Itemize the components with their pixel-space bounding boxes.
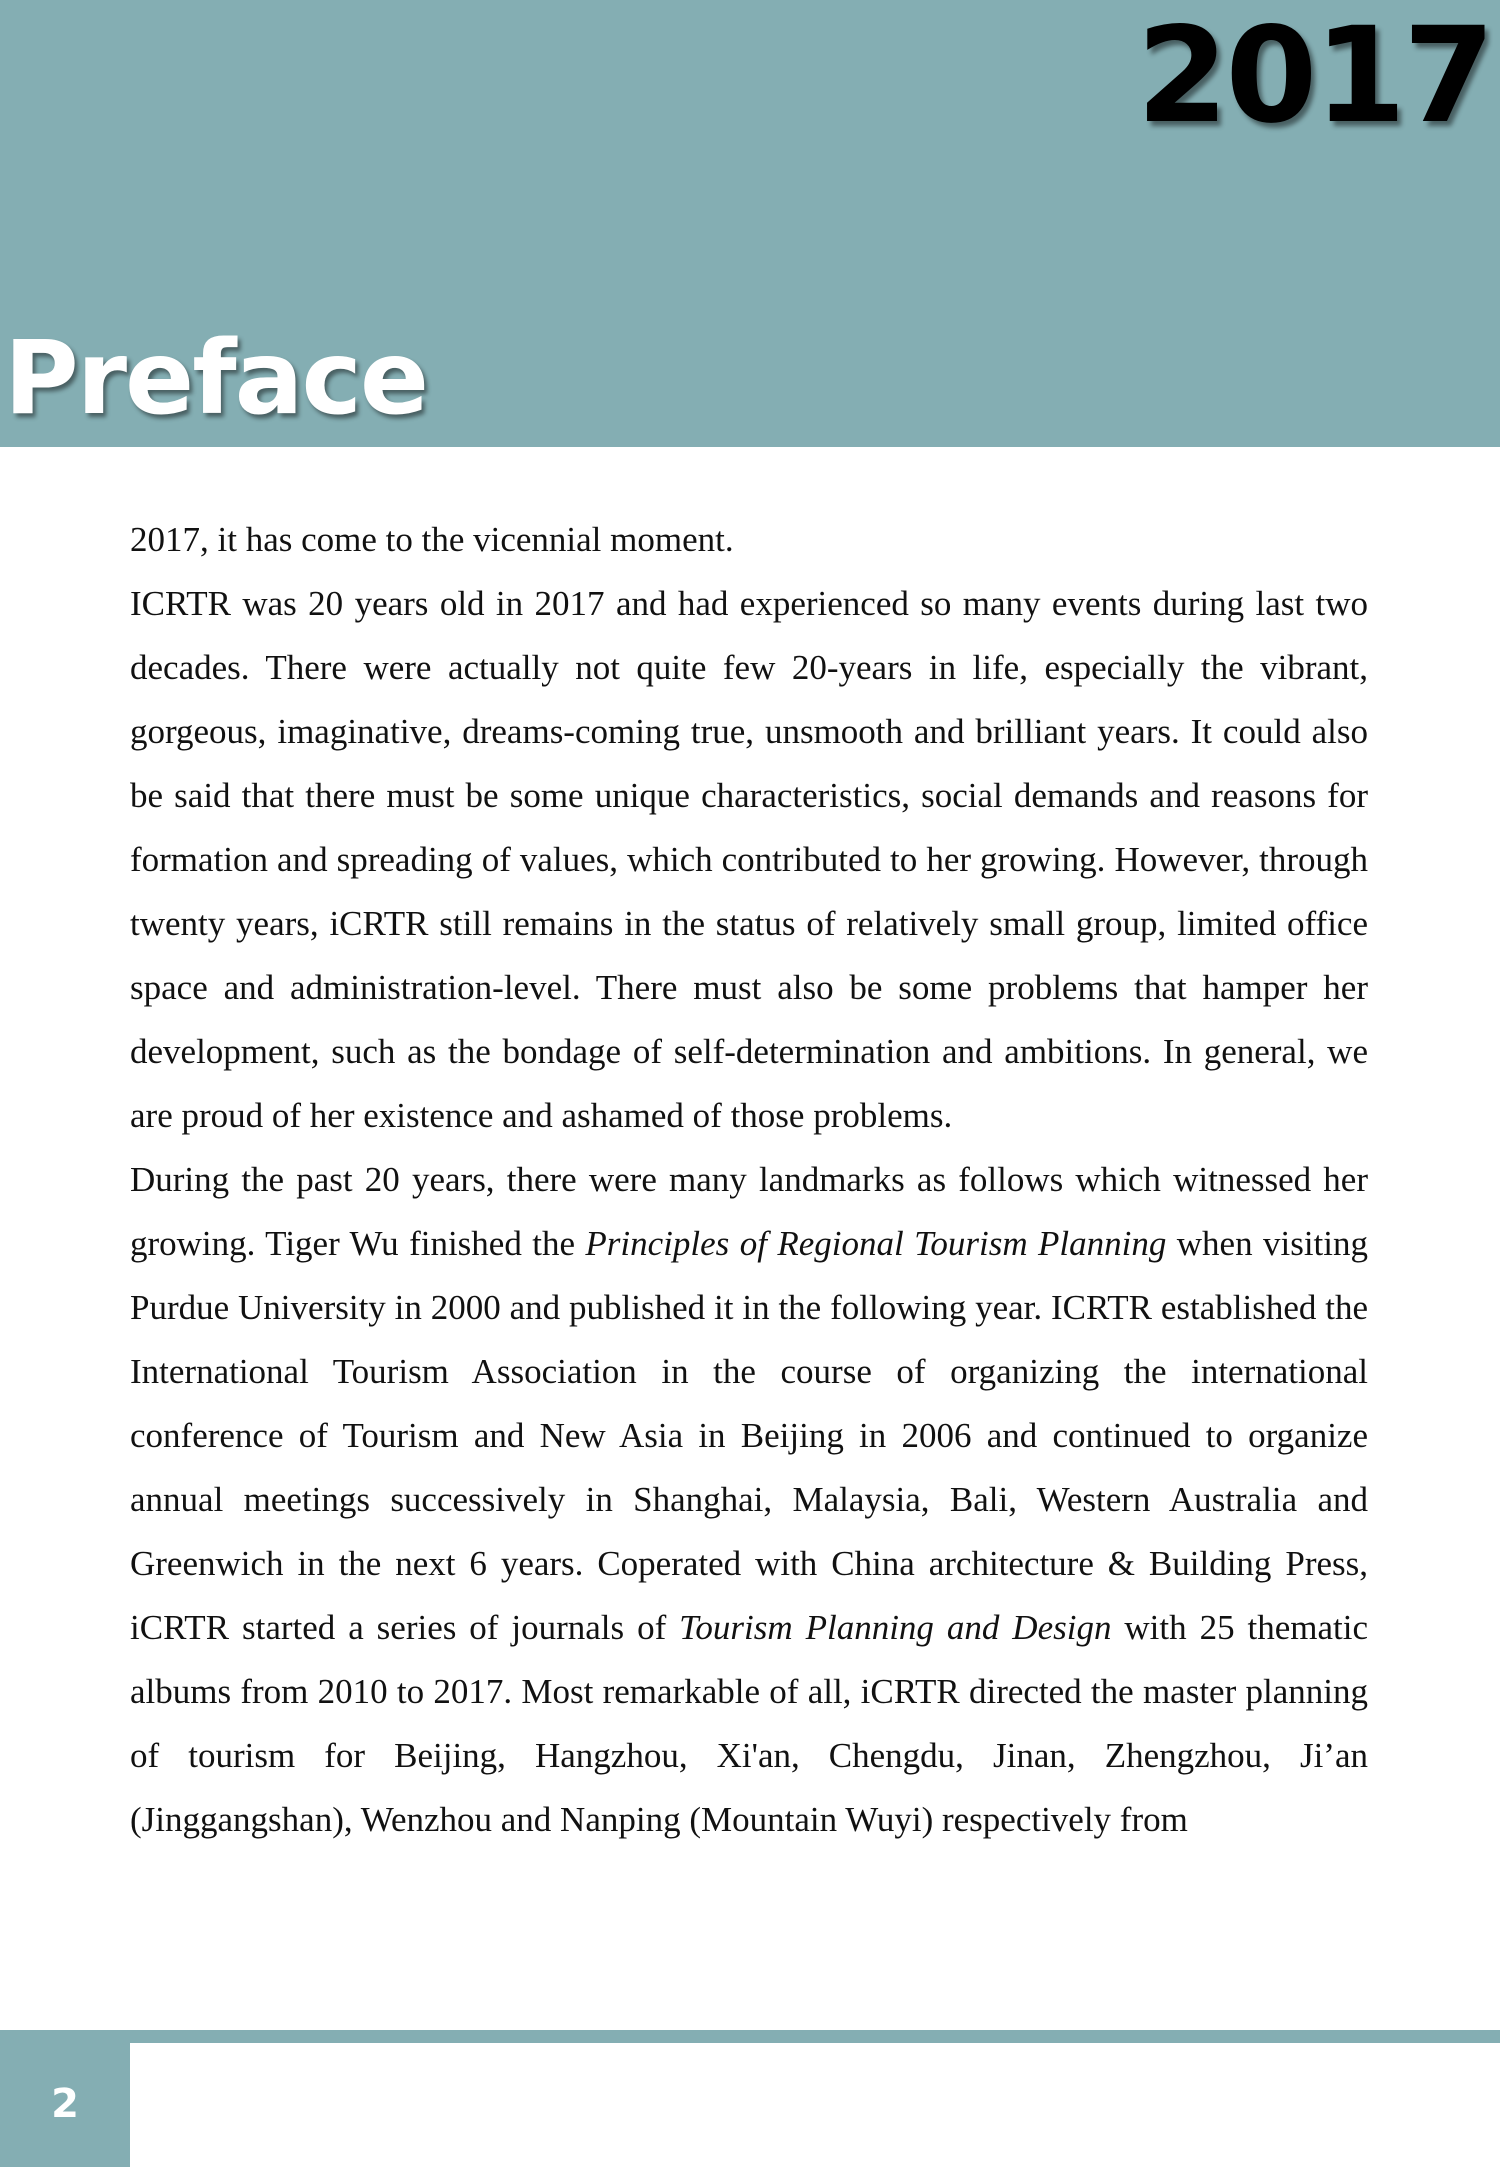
- paragraph-landmarks-text-3: with 25 thematic albums from 2010 to 2017. Most remarkable of all, iCRTR directed the master planning of tourism for Beijing, Hangzhou, Xi'an, Chengdu, Jinan, Zhengzhou, Ji’an (Jinggangshan), Wenzhou and Nanping (Mountain Wuyi) respectively from: [130, 1608, 1368, 1839]
- year-heading: 2017: [1136, 0, 1492, 153]
- paragraph-landmarks: [130, 1148, 1368, 1852]
- paragraph-landmarks-text-1: During the past 20 years, there were many landmarks as follows which witnessed her growing. Tiger Wu finished the: [130, 1160, 1368, 1263]
- page-title: Preface: [4, 319, 428, 438]
- book-title-principles: Principles of Regional Tourism Planning: [585, 1224, 1167, 1263]
- paragraph-opening: 2017, it has come to the vicennial moment.: [130, 520, 734, 559]
- body-text: [130, 508, 1368, 1852]
- journal-title-tourism-planning: Tourism Planning and Design: [679, 1608, 1112, 1647]
- paragraph-history: ICRTR was 20 years old in 2017 and had experienced so many events during last two decades. There were actually not quite few 20-years in life, especially the vibrant, gorgeous, imaginative, dreams-coming true, unsmooth and brilliant years. It could also be said that there must be some unique characteristics, social demands and reasons for formation and spreading of values, which contributed to her growing. However, through twenty years, iCRTR still remains in the status of relatively small group, limited office space and administration-level. There must also be some problems that hamper her development, such as the bondage of self-determination and ambitions. In general, we are proud of her existence and ashamed of those problems.: [130, 584, 1368, 1135]
- page-number: 2: [51, 2081, 79, 2127]
- paragraph-landmarks-text-2: when visiting Purdue University in 2000 and published it in the following year. ICRTR established the International Tourism Association in the course of organizing the international conference of Tourism and New Asia in Beijing in 2006 and continued to organize annual meetings successively in Shanghai, Malaysia, Bali, Western Australia and Greenwich in the next 6 years. Coperated with China architecture & Building Press, iCRTR started a series of journals of: [130, 1224, 1368, 1647]
- footer-rule: [0, 2030, 1500, 2043]
